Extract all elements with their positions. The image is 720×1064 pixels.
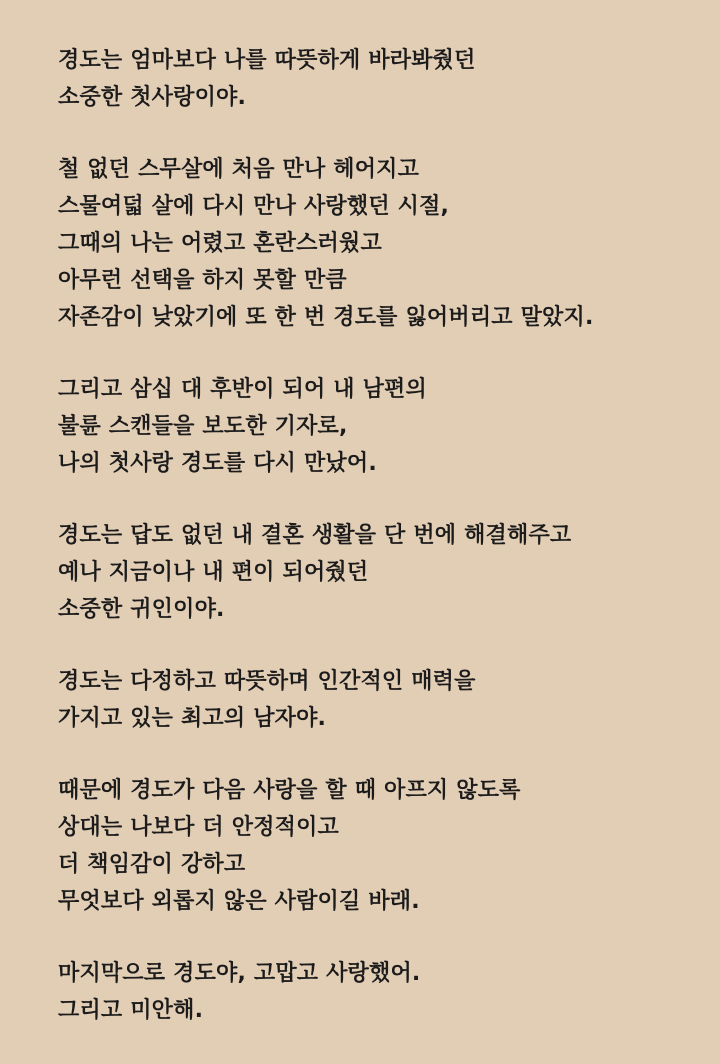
text-line: 자존감이 낮았기에 또 한 번 경도를 잃어버리고 말았지. (58, 305, 594, 330)
paragraph (58, 517, 698, 628)
text-line: 마지막으로 경도야, 고맙고 사랑했어. (58, 961, 421, 986)
text-line: 예나 지금이나 내 편이 되어줬던 (58, 560, 369, 585)
paragraph (58, 151, 698, 336)
text-line: 때문에 경도가 다음 사랑을 할 때 아프지 않도록 (58, 778, 521, 803)
text-line: 그때의 나는 어렸고 혼란스러웠고 (58, 231, 382, 256)
text-line: 나의 첫사랑 경도를 다시 만났어. (58, 451, 377, 476)
text-line: 그리고 미안해. (58, 998, 204, 1023)
text-line: 가지고 있는 최고의 남자야. (58, 706, 327, 731)
paragraph (58, 42, 698, 116)
paragraph (58, 772, 698, 920)
text-line: 경도는 답도 없던 내 결혼 생활을 단 번에 해결해주고 (58, 523, 572, 548)
text-line: 그리고 삼십 대 후반이 되어 내 남편의 (58, 377, 427, 402)
text-line: 소중한 첫사랑이야. (58, 85, 247, 110)
text-line: 소중한 귀인이야. (58, 597, 225, 622)
text-line: 스물여덟 살에 다시 만나 사랑했던 시절, (58, 194, 450, 219)
text-line: 경도는 엄마보다 나를 따뜻하게 바라봐줬던 (58, 48, 476, 73)
paragraph (58, 663, 698, 737)
text-line: 경도는 다정하고 따뜻하며 인간적인 매력을 (58, 669, 476, 694)
text-line: 아무런 선택을 하지 못할 만큼 (58, 268, 347, 293)
letter-body (58, 42, 698, 1064)
text-line: 불륜 스캔들을 보도한 기자로, (58, 414, 348, 439)
text-line: 더 책임감이 강하고 (58, 852, 246, 877)
paragraph (58, 371, 698, 482)
paragraph (58, 955, 698, 1029)
text-line: 상대는 나보다 더 안정적이고 (58, 815, 340, 840)
text-line: 무엇보다 외롭지 않은 사람이길 바래. (58, 889, 420, 914)
text-line: 철 없던 스무살에 처음 만나 헤어지고 (58, 157, 420, 182)
